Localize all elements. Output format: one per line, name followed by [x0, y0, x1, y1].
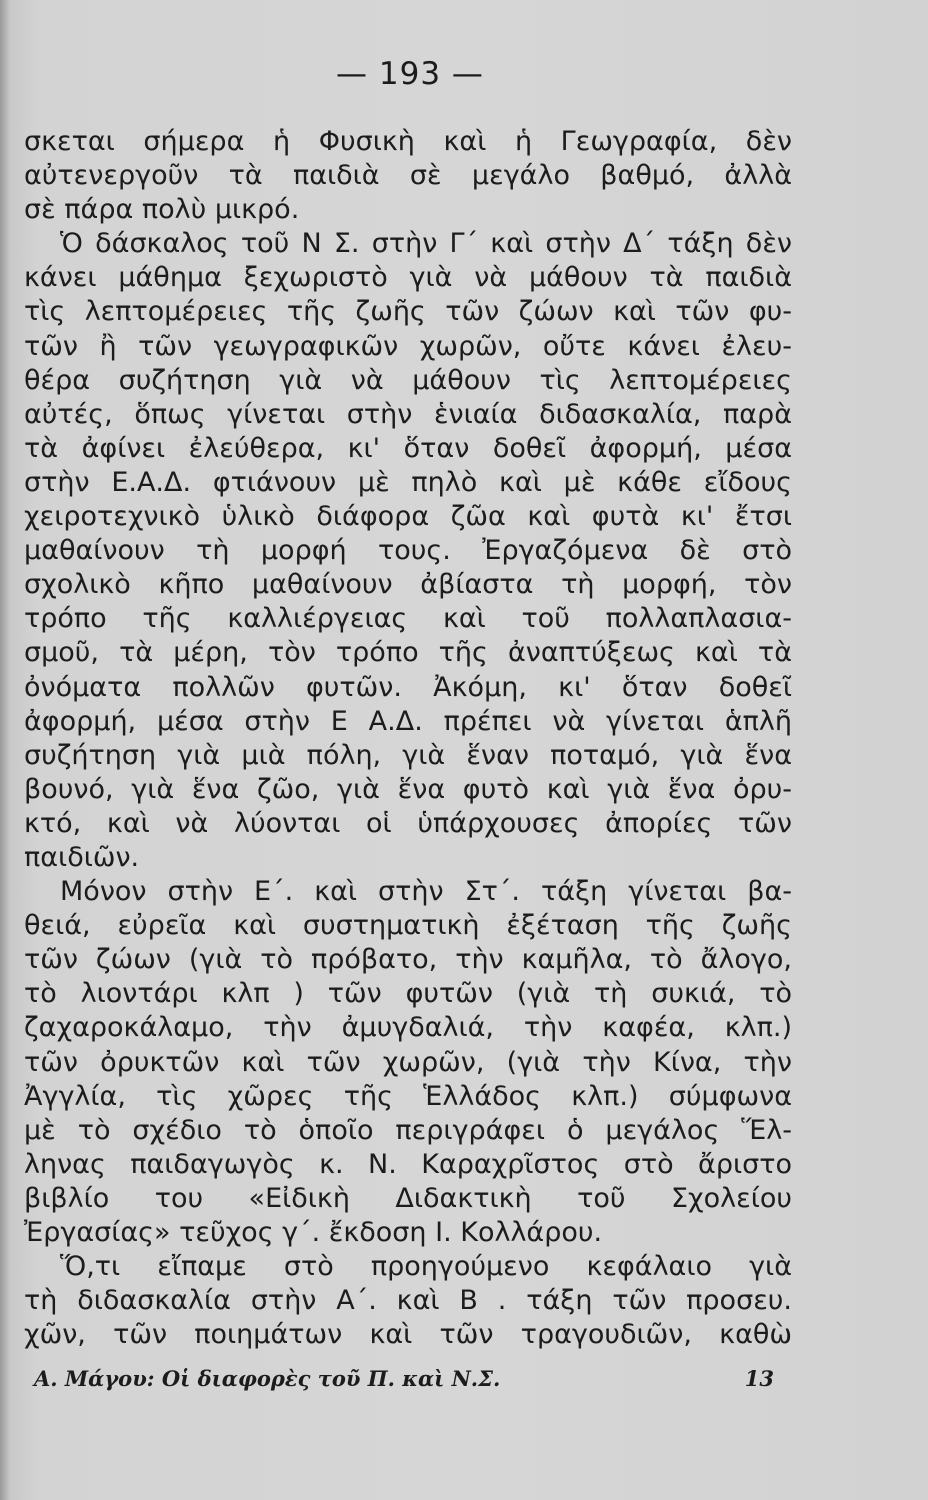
text-line: ληνας παιδαγωγὸς κ. Ν. Καραχρῖστος στὸ ἄριστο	[24, 1148, 792, 1180]
text-line: θέρα συζήτηση γιὰ νὰ μάθουν τὶς λεπτομέρειες	[24, 364, 792, 396]
text-line: ὀνόματα πολλῶν φυτῶν. Ἀκόμη, κι' ὅταν δοθεῖ	[24, 671, 792, 703]
text-line: παιδιῶν.	[24, 841, 140, 873]
page-number: — 193 —	[336, 56, 484, 92]
footer-book-reference: Α. Μάγου: Οἱ διαφορὲς τοῦ Π. καὶ Ν.Σ.	[34, 1366, 501, 1391]
text-line: θειά, εὐρεῖα καὶ συστηματικὴ ἐξέταση τῆς ζωῆς	[24, 910, 792, 942]
footer-signature-number: 13	[744, 1366, 774, 1391]
text-line: τῶν ζώων (γιὰ τὸ πρόβατο, τὴν καμῆλα, τὸ ἄλογο,	[24, 944, 792, 976]
text-line: κάνει μάθημα ξεχωριστὸ γιὰ νὰ μάθουν τὰ παιδιὰ	[24, 262, 792, 294]
text-line: σμοῦ, τὰ μέρη, τὸν τρόπο τῆς ἀναπτύξεως καὶ τὰ	[24, 637, 792, 669]
text-line: σκεται σήμερα ἡ Φυσικὴ καὶ ἡ Γεωγραφία, δὲν	[24, 126, 792, 157]
text-line: τὶς λεπτομέρειες τῆς ζωῆς τῶν ζώων καὶ τῶν φυ-	[24, 296, 792, 328]
text-line: βουνό, γιὰ ἕνα ζῶο, γιὰ ἕνα φυτὸ καὶ γιὰ ἕνα ὀρυ-	[24, 773, 792, 805]
text-line: τὰ ἀφίνει ἐλεύθερα, κι' ὅταν δοθεῖ ἀφορμή, μέσα	[24, 432, 792, 464]
text-line: σχολικὸ κῆπο μαθαίνουν ἀβίαστα τὴ μορφή, τὸν	[24, 569, 792, 601]
text-line: Ὁ δάσκαλος τοῦ Ν Σ. στὴν Γ΄ καὶ στὴν Δ΄ τάξη δὲν	[60, 228, 792, 260]
text-line: μαθαίνουν τὴ μορφή τους. Ἐργαζόμενα δὲ στὸ	[24, 535, 792, 567]
page-footer	[24, 1362, 774, 1396]
text-line: σὲ πάρα πολὺ μικρό.	[24, 194, 300, 226]
text-line: τὸ λιοντάρι κλπ ) τῶν φυτῶν (γιὰ τὴ συκιά, τὸ	[24, 978, 792, 1010]
text-line: αὐτενεργοῦν τὰ παιδιὰ σὲ μεγάλο βαθμό, ἀλλὰ	[24, 160, 792, 192]
text-line: τὴ διδασκαλία στὴν Α΄. καὶ Β . τάξη τῶν προσευ.	[24, 1285, 792, 1317]
text-line: ζαχαροκάλαμο, τὴν ἀμυγδαλιά, τὴν καφέα, κλπ.)	[24, 1012, 792, 1044]
text-line: ἀφορμή, μέσα στὴν Ε Α.Δ. πρέπει νὰ γίνεται ἁπλῆ	[24, 705, 792, 737]
text-line: Ὅ,τι εἴπαμε στὸ προηγούμενο κεφάλαιο γιὰ	[60, 1251, 792, 1283]
text-line: βιβλίο του «Εἰδικὴ Διδακτικὴ τοῦ Σχολείου	[24, 1182, 792, 1214]
text-line: Ἀγγλία, τὶς χῶρες τῆς Ἑλλάδος κλπ.) σύμφωνα	[24, 1080, 792, 1112]
text-line: τῶν ἢ τῶν γεωγραφικῶν χωρῶν, οὔτε κάνει ἐλευ-	[24, 330, 792, 362]
text-line: χῶν, τῶν ποιημάτων καὶ τῶν τραγουδιῶν, καθὼ	[24, 1319, 792, 1351]
text-line: κτό, καὶ νὰ λύονται οἱ ὑπάρχουσες ἀπορίες τῶν	[24, 807, 792, 839]
text-line: τῶν ὀρυκτῶν καὶ τῶν χωρῶν, (γιὰ τὴν Κίνα, τὴν	[24, 1046, 792, 1078]
text-line: χειροτεχνικὸ ὑλικὸ διάφορα ζῶα καὶ φυτὰ κι' ἔτσι	[24, 501, 792, 533]
book-spine-shadow	[0, 0, 10, 1500]
text-line: στὴν Ε.Α.Δ. φτιάνουν μὲ πηλὸ καὶ μὲ κάθε εἴδους	[24, 466, 792, 498]
body-text	[24, 125, 792, 1352]
text-line: συζήτηση γιὰ μιὰ πόλη, γιὰ ἕναν ποταμό, γιὰ ἕνα	[24, 739, 792, 771]
text-line: Ἐργασίας» τεῦχος γ΄. ἔκδοση Ι. Κολλάρου.	[24, 1217, 603, 1248]
text-line: μὲ τὸ σχέδιο τὸ ὁποῖο περιγράφει ὁ μεγάλος Ἕλ-	[24, 1114, 792, 1146]
text-line: αὐτές, ὅπως γίνεται στὴν ἑνιαία διδασκαλία, παρὰ	[24, 398, 792, 430]
text-line: τρόπο τῆς καλλιέργειας καὶ τοῦ πολλαπλασια-	[24, 603, 792, 635]
text-line: Μόνον στὴν Ε΄. καὶ στὴν Στ΄. τάξη γίνεται βα-	[60, 876, 792, 908]
